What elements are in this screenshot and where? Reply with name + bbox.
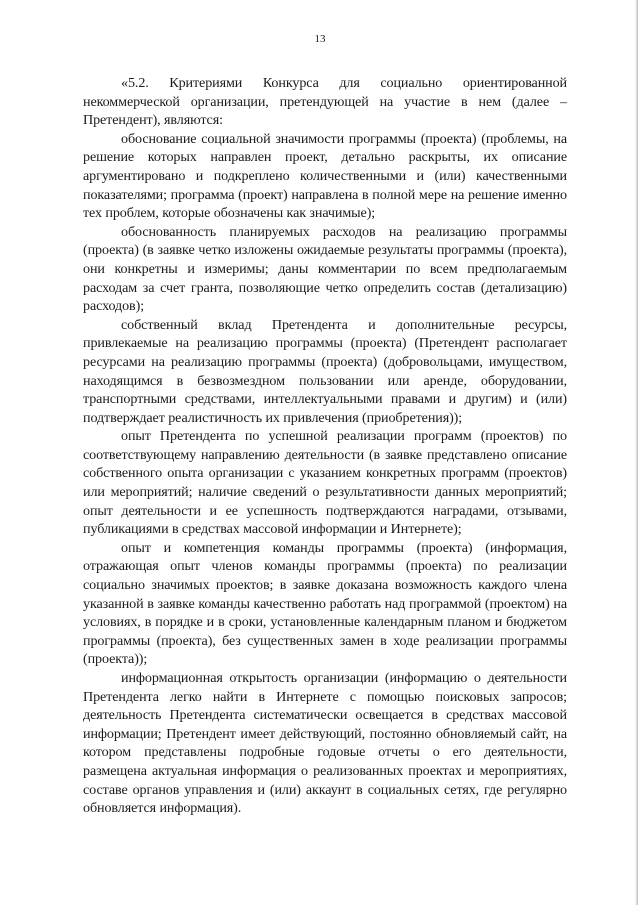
- criterion-applicant-experience: опыт Претендента по успешной реализации программ (проектов) по соответствующему направлению деятельности (в заявке представлено описание собственного опыта организации с указанием конкретных программ (проектов) или мероприятий; наличие сведений о результативности данных мероприятий; опыт деятельности и ее успешность подтверждаются наградами, отзывами, публикациями в средствах массовой информации и Интернете);: [83, 428, 567, 538]
- criterion-team-competence: опыт и компетенция команды программы (проекта) (информация, отражающая опыт членов команды программы (проекта) по реализации социально значимых проектов; в заявке доказана возможность каждого члена указанной в заявке команды качественно работать над программой (проектом) на условиях, в порядке и в сроки, установленные календарным планом и бюджетом программы (проекта), без существенных замен в ходе реализации программы (проекта));: [83, 539, 567, 668]
- criterion-information-openness: информационная открытость организации (информацию о деятельности Претендента легко найти в Интернете с помощью поисковых запросов; деятельность Претендента систематически освещается в средствах массовой информации; Претендент имеет действующий, постоянно обновляемый сайт, на котором представлены подробные годовые отчеты о его деятельности, размещена актуальная информация о реализованных проектах и мероприятиях, составе органов управления и (или) аккаунт в социальных сетях, где регулярно обновляется информация).: [83, 670, 567, 817]
- criterion-social-significance: обоснование социальной значимости программы (проекта) (проблемы, на решение которых направлен проект, детально раскрыты, их описание аргументировано и подкреплено количественными и (или) качественными показателями; программа (проект) направлена в полной мере на решение именно тех проблем, которые обозначены как значимые);: [83, 130, 567, 222]
- page-number: 13: [314, 33, 326, 45]
- criteria-section: [83, 74, 567, 818]
- criterion-own-contribution: собственный вклад Претендента и дополнительные ресурсы, привлекаемые на реализацию программы (проекта) (Претендент располагает ресурсами на реализацию программы (проекта) (добровольцами, имуществом, находящимся в безвозмездном пользовании или аренде, оборудовании, транспортными средствами, интеллектуальными правами и другим) и (или) подтверждает реалистичность их привлечения (приобретения));: [83, 316, 567, 426]
- scan-edge-shadow: [635, 0, 638, 905]
- criterion-expense-justification: обоснованность планируемых расходов на реализацию программы (проекта) (в заявке четко изложены ожидаемые результаты программы (проекта), они конкретны и измеримы; даны комментарии по всем предполагаемым расходам за счет гранта, позволяющие четко определить состав (детализацию) расходов);: [83, 223, 567, 315]
- section-intro-paragraph: «5.2. Критериями Конкурса для социально ориентированной некоммерческой организации, претендующей на участие в нем (далее – Претендент), являются:: [83, 75, 567, 129]
